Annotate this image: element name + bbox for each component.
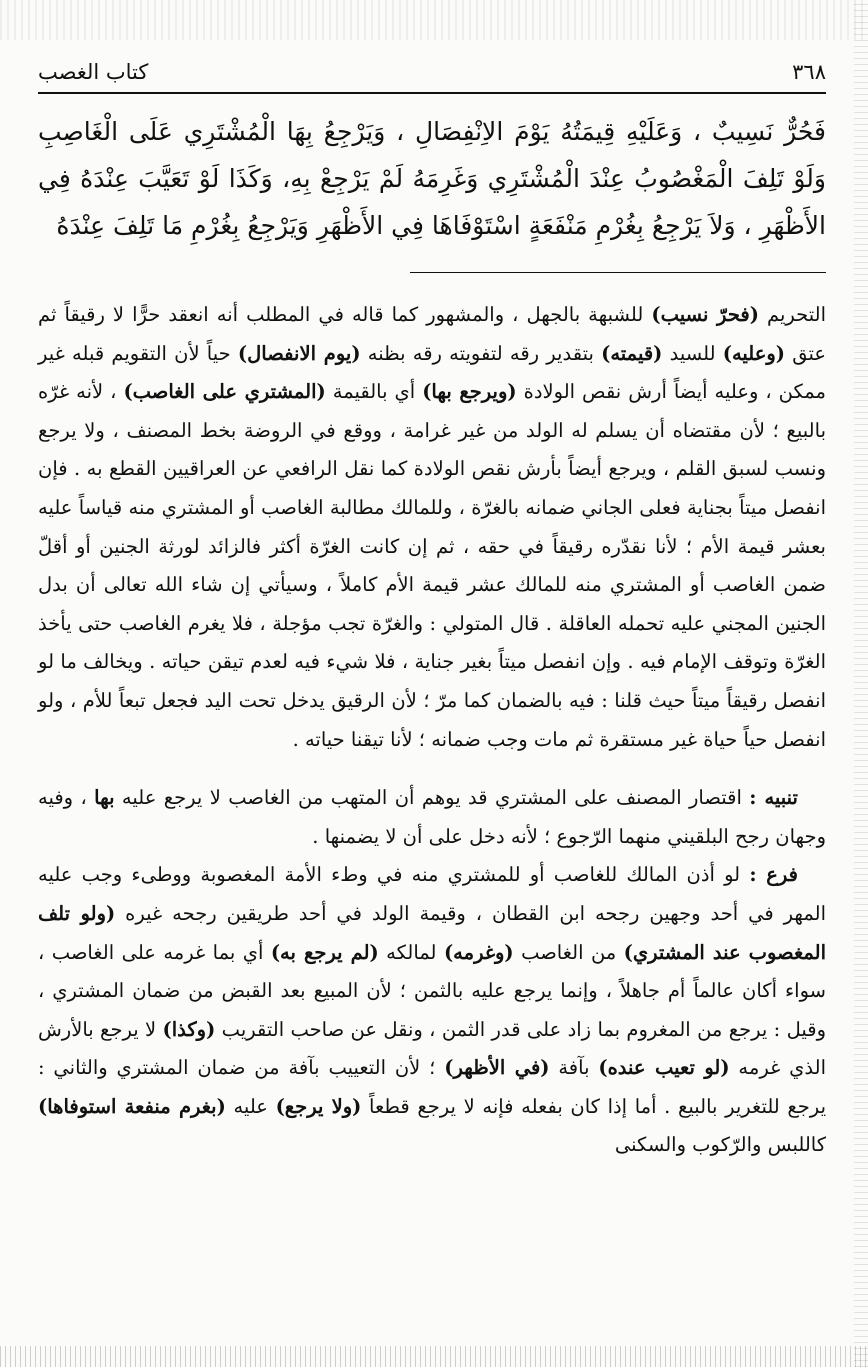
- matn-quote: (لو تعيب عنده): [598, 1056, 730, 1080]
- text-segment: أي بما غرمه على الغاصب ، سواء أكان عالماً أم جاهلاً ، وإنما يرجع عليه بالثمن ؛ لأن المبيع بعد القبض من ضمان المشتري ، وقيل : يرجع من المغروم بما زاد على قدر الثمن ، ونقل عن صاحب التقريب: [38, 940, 826, 1041]
- matn-quote: (ويرجع بها): [422, 380, 517, 404]
- book-title: كتاب الغصب: [38, 60, 149, 84]
- text-segment: عليه: [225, 1094, 276, 1118]
- scan-noise-right: [854, 0, 868, 1367]
- scan-noise-bottom: [0, 1346, 868, 1367]
- text-segment: لا يرجع بالأرش الذي غرمه: [38, 1017, 826, 1080]
- matn-quote: (يوم الانفصال): [237, 341, 361, 365]
- matn-quote: (وغرمه): [443, 940, 514, 964]
- text-segment: ، لأنه غرّه بالبيع ؛ لأن مقتضاه أن يسلم له الولد من غير غرامة ، ووقع في الروضة بخط المصنف ، ولا يرجع ونسب لسبق القلم ، ويرجع أيضاً بأرش نقص الولادة كما نقل الرافعي عن العراقيين القطع به . فإن انفصل ميتاً بجناية فعلى الجاني ضمانه بالغرّة ، وللمالك مطالبة الغاصب أو المشتري منه قياساً عليه بعشر قيمة الأم ؛ لأنا نقدّره رقيقاً في حقه ، ثم إن كانت الغرّة أكثر فالزائد لورثة الجنين أو أقلّ ضمن الغاصب أو المشتري منه للمالك عشر قيمة الأم كاملاً ، وسيأتي إن شاء الله تعالى أن بدل الجنين المجني عليه تحمله العاقلة . قال المتولي : والغرّة تجب مؤجلة ، فلا يغرم الغاصب حتى يأخذ الغرّة وتوقف الإمام فيه . وإن انفصل ميتاً بغير جناية ، فلا شيء فيه لعدم تيقن حياته . ويخالف ما لو انفصل رقيقاً ميتاً حيث قلنا : فيه بالضمان كما مرّ ؛ لأن الرقيق يدخل تحت اليد فجعل تبعاً للأم ، ولو انفصل حياً حياة غير مستقرة ثم مات وجب ضمانه ؛ لأنا تيقنا حياته .: [38, 380, 826, 751]
- matn-quote: (المشتري على الغاصب): [123, 380, 326, 404]
- text-segment: من الغاصب: [513, 940, 624, 964]
- commentary-paragraph-1: [38, 296, 826, 759]
- far-label: فرع :: [749, 863, 798, 887]
- tanbih-label: تنبيه :: [749, 786, 798, 810]
- text-segment: ؛ لأن التعييب بآفة من ضمان المشتري والثاني : يرجع للتغرير بالبيع . أما إذا كان بفعله فإنه لا يرجع قطعاً: [38, 1056, 826, 1118]
- matn-quote: (وكذا): [162, 1017, 216, 1041]
- commentary-paragraph-far: [38, 856, 826, 1165]
- text-segment: أي بالقيمة: [325, 380, 423, 404]
- text-segment: بتقدير رقه لتفويته رقه بظنه: [360, 341, 602, 365]
- page-header: [38, 54, 826, 90]
- matn-quote: (ولا يرجع): [275, 1094, 362, 1118]
- text-segment: للشبهة بالجهل ، والمشهور كما قاله في المطلب أنه انعقد حرًّا لا رقيقاً ثم عتق: [38, 303, 827, 365]
- text-segment: ، وفيه وجهان رجح البلقيني منهما الرّجوع ؛ لأنه دخل على أن لا يضمنها .: [38, 786, 826, 848]
- text-segment: كاللبس والرّكوب والسكنى: [614, 1133, 826, 1157]
- text-segment: حياً لأن التقويم قبله غير ممكن ، وعليه أيضاً أرش نقص الولادة: [38, 341, 826, 404]
- text-segment: لمالكه: [378, 940, 444, 964]
- text-segment: اقتصار المصنف على المشتري قد يوهم أن المتهب من الغاصب لا يرجع عليه: [114, 786, 750, 810]
- matn-quote: (بغرم منفعة استوفاها): [38, 1094, 226, 1118]
- commentary-paragraph-tanbih: [38, 779, 826, 856]
- text-segment: للسيد: [662, 341, 723, 365]
- text-segment: بآفة: [549, 1056, 599, 1080]
- matn-quote: (وعليه): [722, 341, 786, 365]
- matn-quote: (قيمته): [601, 341, 663, 365]
- matn-text-block: [38, 108, 826, 249]
- matn-paragraph: فَحُرٌّ نَسِيبٌ ، وَعَلَيْهِ قِيمَتُهُ يَوْمَ الاِنْفِصَالِ ، وَيَرْجِعُ بِهَا الْمُشْتَرِي عَلَى الْغَاصِبِ وَلَوْ تَلِفَ الْمَغْصُوبُ عِنْدَ الْمُشْتَرِي وَغَرِمَهُ لَمْ يَرْجِعْ بِهِ، وَكَذَا لَوْ تَعَيَّبَ عِنْدَهُ فِي الأَظْهَرِ ، وَلاَ يَرْجِعُ بِغُرْمِ مَنْفَعَةٍ اسْتَوْفَاهَا فِي الأَظْهَرِ وَيَرْجِعُ بِغُرْمِ مَا تَلِفَ عِنْدَهُ: [38, 117, 826, 240]
- header-rule: [38, 92, 826, 94]
- matn-quote: (في الأظهر): [444, 1056, 550, 1080]
- text-segment: لو أذن المالك للغاصب أو للمشتري منه في وطء الأمة المغصوبة ووطىء وجب عليه المهر في أحد وجهين رجحه ابن القطان ، وقيمة الولد في أحد طريقين رجحه غيره: [38, 863, 827, 925]
- matn-quote: (ولو تلف المغصوب عند المشتري): [38, 901, 827, 964]
- commentary-block: [38, 296, 826, 1165]
- page-number: ٣٦٨: [792, 60, 826, 84]
- matn-quote: بها: [94, 786, 115, 810]
- text-segment: التحريم: [758, 303, 826, 326]
- matn-quote: (فحرّ نسيب): [651, 303, 759, 326]
- footnote-separator: [410, 272, 826, 273]
- scan-noise-top: [0, 0, 868, 40]
- matn-quote: (لم يرجع به): [270, 940, 379, 964]
